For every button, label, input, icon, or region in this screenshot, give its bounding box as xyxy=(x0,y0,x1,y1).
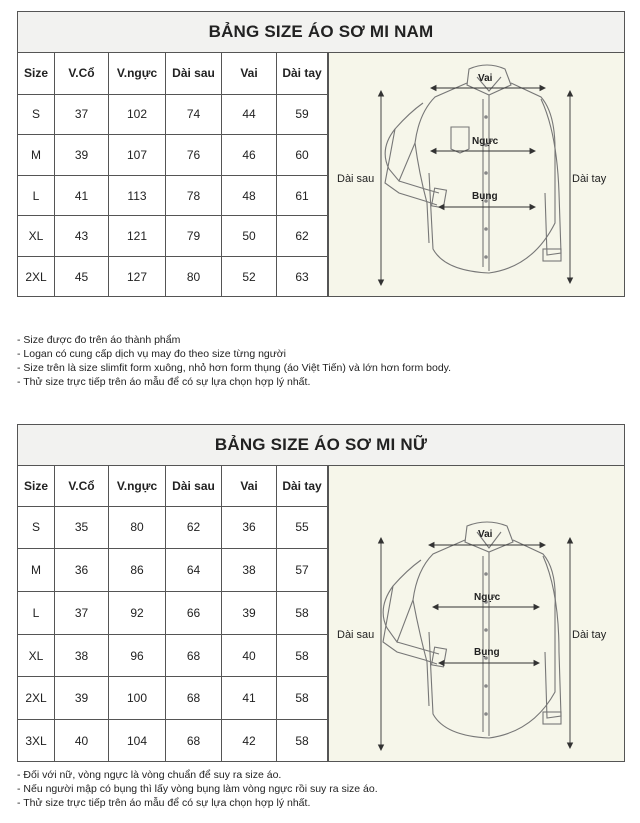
cell-sleeve: 59 xyxy=(277,94,328,135)
label-sleeve: Dài tay xyxy=(572,173,607,185)
cell-size: XL xyxy=(18,634,55,677)
table-row xyxy=(18,720,328,761)
cell-sleeve: 57 xyxy=(277,549,328,592)
cell-size: S xyxy=(18,506,55,549)
label-chest: Ngực xyxy=(474,592,501,603)
cell-shoulder: 48 xyxy=(222,175,277,216)
cell-size: 2XL xyxy=(18,677,55,720)
table-row xyxy=(18,135,328,176)
cell-sleeve: 58 xyxy=(277,720,328,761)
men-size-chart xyxy=(17,11,625,297)
women-chart-title: BẢNG SIZE ÁO SƠ MI NỮ xyxy=(18,425,624,466)
cell-chest: 100 xyxy=(109,677,166,720)
label-chest: Ngực xyxy=(472,136,499,147)
cell-chest: 80 xyxy=(109,506,166,549)
cell-back-length: 62 xyxy=(166,506,222,549)
cell-back-length: 68 xyxy=(166,634,222,677)
header-size: Size xyxy=(18,466,55,506)
table-row xyxy=(18,175,328,216)
table-row xyxy=(18,634,328,677)
table-row xyxy=(18,677,328,720)
cell-chest: 102 xyxy=(109,94,166,135)
header-sleeve: Dài tay xyxy=(277,53,328,94)
cell-back-length: 68 xyxy=(166,720,222,761)
cell-neck: 39 xyxy=(55,677,109,720)
cell-neck: 38 xyxy=(55,634,109,677)
cell-back-length: 78 xyxy=(166,175,222,216)
cell-neck: 35 xyxy=(55,506,109,549)
women-shirt-diagram xyxy=(328,466,624,761)
table-row xyxy=(18,216,328,257)
cell-back-length: 64 xyxy=(166,549,222,592)
note-line: - Đối với nữ, vòng ngực là vòng chuẩn để suy ra size áo. xyxy=(17,769,282,781)
women-size-table xyxy=(18,466,328,761)
cell-chest: 121 xyxy=(109,216,166,257)
cell-back-length: 74 xyxy=(166,94,222,135)
men-notes xyxy=(17,333,451,389)
cell-shoulder: 44 xyxy=(222,94,277,135)
cell-size: M xyxy=(18,549,55,592)
cell-neck: 45 xyxy=(55,257,109,296)
cell-back-length: 66 xyxy=(166,591,222,634)
cell-size: XL xyxy=(18,216,55,257)
header-back-length: Dài sau xyxy=(166,466,222,506)
cell-neck: 36 xyxy=(55,549,109,592)
cell-shoulder: 36 xyxy=(222,506,277,549)
cell-size: L xyxy=(18,591,55,634)
cell-chest: 104 xyxy=(109,720,166,761)
cell-sleeve: 58 xyxy=(277,677,328,720)
cell-shoulder: 40 xyxy=(222,634,277,677)
cell-size: L xyxy=(18,175,55,216)
cell-neck: 37 xyxy=(55,94,109,135)
cell-neck: 41 xyxy=(55,175,109,216)
cell-chest: 113 xyxy=(109,175,166,216)
note-line: - Thử size trực tiếp trên áo mẫu để có sự lựa chọn hợp lý nhất. xyxy=(17,797,311,809)
header-neck: V.Cổ xyxy=(55,466,109,506)
header-sleeve: Dài tay xyxy=(277,466,328,506)
cell-sleeve: 58 xyxy=(277,634,328,677)
cell-back-length: 76 xyxy=(166,135,222,176)
men-table-header xyxy=(18,53,328,94)
label-shoulder: Vai xyxy=(478,73,493,84)
header-size: Size xyxy=(18,53,55,94)
header-neck: V.Cổ xyxy=(55,53,109,94)
men-size-table xyxy=(18,53,328,296)
header-chest: V.ngực xyxy=(109,466,166,506)
cell-shoulder: 50 xyxy=(222,216,277,257)
label-waist: Bụng xyxy=(474,647,500,658)
cell-shoulder: 39 xyxy=(222,591,277,634)
label-sleeve: Dài tay xyxy=(572,629,607,641)
note-line: - Logan có cung cấp dịch vụ may đo theo size từng người xyxy=(17,348,287,360)
cell-shoulder: 41 xyxy=(222,677,277,720)
note-line: - Size trên là size slimfit form xuông, nhỏ hơn form thụng (áo Việt Tiến) và lớn hơn form body. xyxy=(17,362,452,374)
women-table-header xyxy=(18,466,328,506)
table-row xyxy=(18,94,328,135)
header-shoulder: Vai xyxy=(222,53,277,94)
cell-size: 2XL xyxy=(18,257,55,296)
cell-sleeve: 61 xyxy=(277,175,328,216)
note-line: - Thử size trực tiếp trên áo mẫu để có sự lựa chọn hợp lý nhất. xyxy=(17,376,311,388)
label-back-length: Dài sau xyxy=(337,173,375,185)
table-row xyxy=(18,257,328,296)
men-chart-title: BẢNG SIZE ÁO SƠ MI NAM xyxy=(18,12,624,53)
table-row xyxy=(18,591,328,634)
cell-size: S xyxy=(18,94,55,135)
label-waist: Bụng xyxy=(472,191,498,202)
cell-sleeve: 63 xyxy=(277,257,328,296)
cell-neck: 39 xyxy=(55,135,109,176)
note-line: - Nếu người mập có bụng thì lấy vòng bụng làm vòng ngực rồi suy ra size áo. xyxy=(17,783,378,795)
cell-shoulder: 46 xyxy=(222,135,277,176)
cell-sleeve: 58 xyxy=(277,591,328,634)
table-row xyxy=(18,506,328,549)
cell-neck: 43 xyxy=(55,216,109,257)
note-line: - Size được đo trên áo thành phẩm xyxy=(17,334,181,346)
women-size-chart xyxy=(17,424,625,762)
label-back-length: Dài sau xyxy=(337,629,375,641)
cell-chest: 127 xyxy=(109,257,166,296)
header-back-length: Dài sau xyxy=(166,53,222,94)
cell-neck: 40 xyxy=(55,720,109,761)
table-row xyxy=(18,549,328,592)
cell-size: 3XL xyxy=(18,720,55,761)
cell-back-length: 79 xyxy=(166,216,222,257)
cell-shoulder: 52 xyxy=(222,257,277,296)
label-shoulder: Vai xyxy=(478,529,493,540)
cell-size: M xyxy=(18,135,55,176)
cell-sleeve: 55 xyxy=(277,506,328,549)
cell-chest: 96 xyxy=(109,634,166,677)
header-shoulder: Vai xyxy=(222,466,277,506)
header-chest: V.ngực xyxy=(109,53,166,94)
women-shirt-illustration xyxy=(329,466,624,761)
cell-shoulder: 38 xyxy=(222,549,277,592)
cell-sleeve: 60 xyxy=(277,135,328,176)
cell-chest: 107 xyxy=(109,135,166,176)
men-shirt-diagram xyxy=(328,53,624,296)
women-notes xyxy=(17,768,378,810)
cell-back-length: 80 xyxy=(166,257,222,296)
cell-back-length: 68 xyxy=(166,677,222,720)
cell-chest: 92 xyxy=(109,591,166,634)
cell-shoulder: 42 xyxy=(222,720,277,761)
cell-sleeve: 62 xyxy=(277,216,328,257)
cell-chest: 86 xyxy=(109,549,166,592)
cell-neck: 37 xyxy=(55,591,109,634)
